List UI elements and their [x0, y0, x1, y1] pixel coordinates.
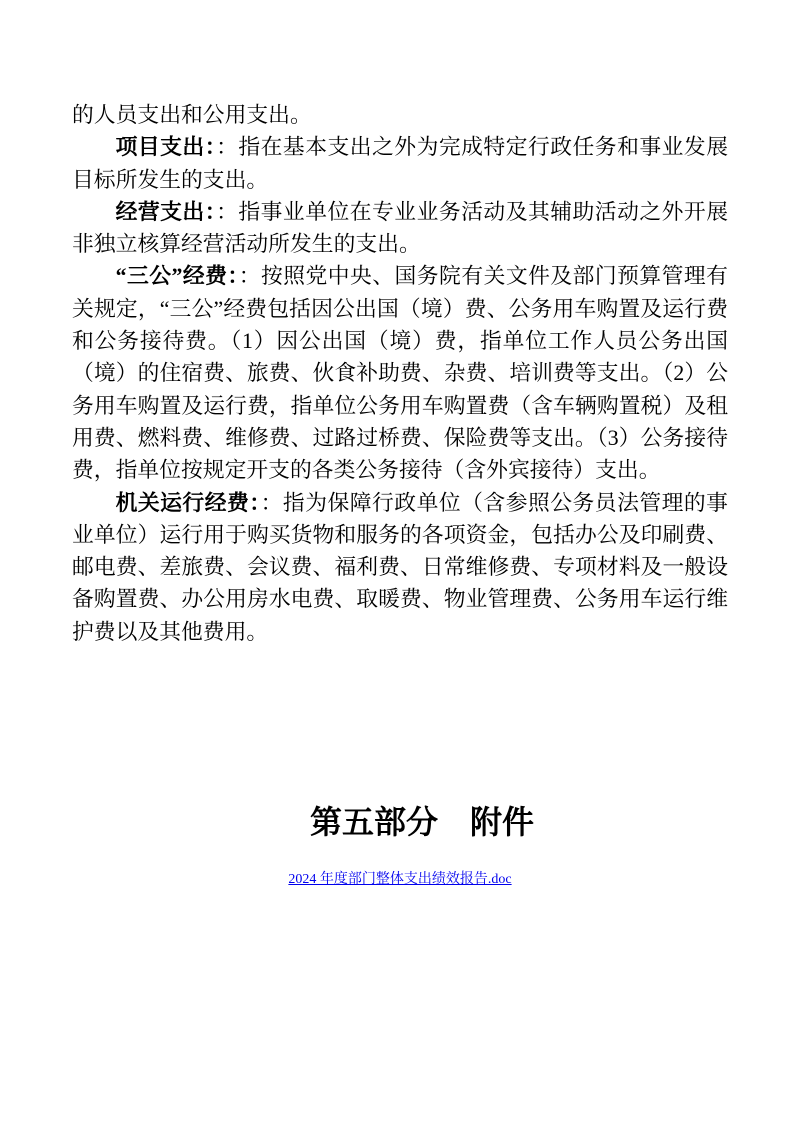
paragraph-operating-expenditure — [72, 196, 728, 261]
paragraph-text: 的人员支出和公用支出。 — [72, 103, 312, 127]
paragraph-bold-term: 项目支出： — [115, 135, 217, 160]
paragraph-bold-term: “三公”经费： — [115, 264, 239, 289]
paragraph-text: ：指为保障行政单位（含参照公务员法管理的事业单位）运行用于购买货物和服务的各项资金，包括办公及印刷费、邮电费、差旅费、会议费、福利费、日常维修费、专项材料及一般设备购置费、办公用房水电费、取暖费、物业管理费、公务用车运行维护费以及其他费用。 — [72, 490, 728, 644]
body-text-block — [72, 99, 728, 648]
paragraph-text: ：指在基本支出之外为完成特定行政任务和事业发展目标所发生的支出。 — [72, 135, 728, 192]
attachment-link[interactable]: 2024 年度部门整体支出绩效报告.doc — [288, 872, 512, 888]
paragraph-bold-term: 机关运行经费： — [115, 490, 261, 515]
paragraph-project-expenditure — [72, 131, 728, 196]
paragraph-continuation — [72, 99, 728, 131]
paragraph-agency-operating-funds — [72, 487, 728, 648]
paragraph-bold-term: 经营支出： — [115, 199, 217, 224]
paragraph-three-public-funds — [72, 260, 728, 486]
paragraph-text: ：按照党中央、国务院有关文件及部门预算管理有关规定，“三公”经费包括因公出国（境）费、公务用车购置及运行费和公务接待费。（1）因公出国（境）费，指单位工作人员公务出国（境）的住宿费、旅费、伙食补助费、杂费、培训费等支出。（2）公务用车购置及运行费，指单位公务用车购置费（含车辆购置税）及租用费、燃料费、维修费、过路过桥费、保险费等支出。（3）公务接待费，指单位按规定开支的各类公务接待（含外宾接待）支出。 — [72, 264, 728, 483]
section-heading: 第五部分 附件 — [309, 804, 534, 841]
paragraph-text: ：指事业单位在专业业务活动及其辅助活动之外开展非独立核算经营活动所发生的支出。 — [72, 199, 728, 257]
attachment-row — [72, 870, 728, 890]
